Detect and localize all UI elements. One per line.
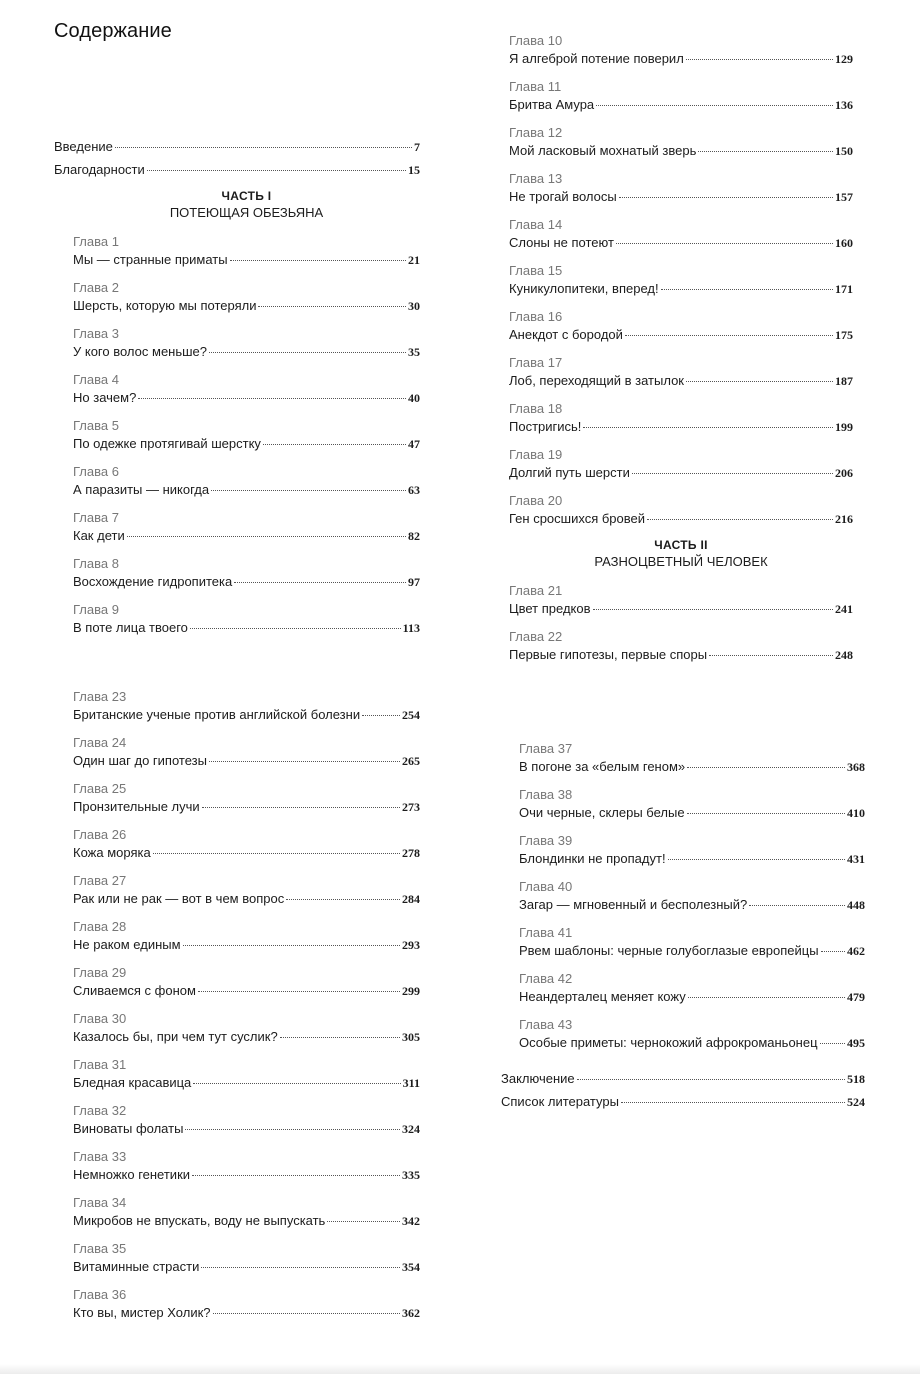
chapter-page-number: 305 xyxy=(402,1030,420,1044)
chapter-title-line xyxy=(73,798,420,816)
toc-chapter-entry[interactable] xyxy=(73,1240,420,1276)
chapter-title: Цвет предков xyxy=(509,601,591,616)
toc-chapter-entry[interactable] xyxy=(509,354,853,390)
chapter-page-number: 97 xyxy=(408,575,420,589)
chapter-title-line xyxy=(73,481,420,499)
dot-leader xyxy=(230,260,406,261)
chapter-page-number: 324 xyxy=(402,1122,420,1136)
toc-chapter-entry[interactable] xyxy=(73,688,420,724)
chapter-title: Как дети xyxy=(73,528,125,543)
dot-leader xyxy=(127,536,406,537)
chapter-title: Бледная красавица xyxy=(73,1075,192,1090)
chapter-page-number: 157 xyxy=(835,190,853,204)
chapter-title: Сливаемся с фоном xyxy=(73,983,196,998)
toc-entry-title: Заключение xyxy=(501,1071,575,1086)
chapter-title-line xyxy=(73,1028,420,1046)
chapter-page-number: 342 xyxy=(402,1214,420,1228)
chapter-page-number: 30 xyxy=(408,299,420,313)
chapter-page-number: 431 xyxy=(847,852,865,866)
part-heading-1 xyxy=(73,189,420,221)
toc-chapter-entry[interactable] xyxy=(519,878,865,914)
toc-entry-page: 518 xyxy=(847,1072,865,1086)
chapter-title-line xyxy=(73,936,420,954)
toc-chapter-entry[interactable] xyxy=(73,463,420,499)
chapter-title: Казалось бы, при чем тут суслик? xyxy=(73,1029,278,1044)
toc-entry-page: 524 xyxy=(847,1095,865,1109)
chapter-number-label: Глава 21 xyxy=(509,583,563,598)
dot-leader xyxy=(190,628,401,629)
chapter-title-line xyxy=(73,389,420,407)
chapter-page-number: 368 xyxy=(847,760,865,774)
toc-entry-page: 7 xyxy=(414,140,420,154)
toc-entry-bibliography[interactable] xyxy=(501,1093,865,1111)
toc-chapter-entry[interactable] xyxy=(519,786,865,822)
chapter-page-number: 495 xyxy=(847,1036,865,1050)
chapter-page-number: 199 xyxy=(835,420,853,434)
chapter-title: Загар — мгновенный и бесполезный? xyxy=(519,897,748,912)
dot-leader xyxy=(201,1267,400,1268)
toc-entry-conclusion[interactable] xyxy=(501,1070,865,1088)
chapter-title-line xyxy=(519,804,865,822)
chapter-title: Пронзительные лучи xyxy=(73,799,200,814)
toc-chapter-entry[interactable] xyxy=(73,555,420,591)
toc-entry-acknowledgements[interactable] xyxy=(54,161,420,179)
chapter-page-number: 284 xyxy=(402,892,420,906)
chapter-page-number: 21 xyxy=(408,253,420,267)
chapter-title-line xyxy=(509,326,853,344)
chapter-title-line xyxy=(519,942,865,960)
chapter-title: Неандерталец меняет кожу xyxy=(519,989,686,1004)
chapter-title-line xyxy=(73,343,420,361)
chapter-title: Рак или не рак — вот в чем вопрос xyxy=(73,891,285,906)
dot-leader xyxy=(286,899,400,900)
toc-chapter-entry[interactable] xyxy=(509,628,853,664)
dot-leader xyxy=(619,197,833,198)
chapter-title-line xyxy=(509,372,853,390)
toc-column-3 xyxy=(54,688,420,1332)
chapter-number-label: Глава 16 xyxy=(509,309,563,324)
chapter-page-number: 311 xyxy=(402,1076,420,1090)
chapter-title: Не трогай волосы xyxy=(509,189,617,204)
dot-leader xyxy=(593,609,833,610)
chapter-page-number: 63 xyxy=(408,483,420,497)
page-title: Содержание xyxy=(54,20,172,42)
page-bottom-shadow xyxy=(0,1364,920,1374)
dot-leader xyxy=(327,1221,400,1222)
chapter-page-number: 40 xyxy=(408,391,420,405)
dot-leader xyxy=(193,1083,400,1084)
chapter-number-label: Глава 36 xyxy=(73,1287,127,1302)
chapter-title-line xyxy=(73,1166,420,1184)
chapter-title: Немножко генетики xyxy=(73,1167,191,1182)
toc-chapter-entry[interactable] xyxy=(73,918,420,954)
chapter-number-label: Глава 41 xyxy=(519,925,573,940)
chapter-title-line xyxy=(509,96,853,114)
chapter-page-number: 273 xyxy=(402,800,420,814)
chapter-number-label: Глава 25 xyxy=(73,781,127,796)
dot-leader xyxy=(688,997,845,998)
chapter-number-label: Глава 20 xyxy=(509,493,563,508)
toc-chapter-entry[interactable] xyxy=(509,582,853,618)
chapter-page-number: 35 xyxy=(408,345,420,359)
chapter-title-line xyxy=(509,50,853,68)
toc-column-4 xyxy=(501,740,865,1116)
toc-chapter-entry[interactable] xyxy=(519,924,865,960)
toc-chapter-entry[interactable] xyxy=(73,233,420,269)
toc-chapter-entry[interactable] xyxy=(519,832,865,868)
toc-chapter-entry[interactable] xyxy=(73,780,420,816)
dot-leader xyxy=(185,1129,400,1130)
toc-chapter-entry[interactable] xyxy=(509,446,853,482)
chapter-page-number: 47 xyxy=(408,437,420,451)
chapter-title: По одежке протягивай шерстку xyxy=(73,436,261,451)
chapter-title-line xyxy=(73,251,420,269)
chapter-page-number: 136 xyxy=(835,98,853,112)
toc-chapter-entry[interactable] xyxy=(519,970,865,1006)
chapter-number-label: Глава 14 xyxy=(509,217,563,232)
chapter-title-line xyxy=(509,188,853,206)
toc-chapter-entry[interactable] xyxy=(509,170,853,206)
dot-leader xyxy=(709,655,833,656)
chapter-page-number: 254 xyxy=(402,708,420,722)
dot-leader xyxy=(115,147,412,148)
dot-leader xyxy=(138,398,406,399)
chapter-title-line xyxy=(73,706,420,724)
chapter-page-number: 265 xyxy=(402,754,420,768)
toc-chapter-entry[interactable] xyxy=(519,740,865,776)
dot-leader xyxy=(698,151,833,152)
chapter-title: Первые гипотезы, первые споры xyxy=(509,647,708,662)
chapter-number-label: Глава 33 xyxy=(73,1149,127,1164)
chapter-page-number: 479 xyxy=(847,990,865,1004)
dot-leader xyxy=(234,582,406,583)
toc-chapter-entry[interactable] xyxy=(73,1056,420,1092)
chapter-title: Анекдот с бородой xyxy=(509,327,623,342)
chapter-page-number: 278 xyxy=(402,846,420,860)
chapter-title: Кожа моряка xyxy=(73,845,151,860)
toc-chapter-entry[interactable] xyxy=(509,78,853,114)
toc-chapter-entry[interactable] xyxy=(73,1194,420,1230)
chapter-number-label: Глава 3 xyxy=(73,326,119,341)
toc-chapter-entry[interactable] xyxy=(73,509,420,545)
chapter-title: Бритва Амура xyxy=(509,97,595,112)
toc-chapter-entry[interactable] xyxy=(73,734,420,770)
chapter-page-number: 187 xyxy=(835,374,853,388)
toc-entry-title: Список литературы xyxy=(501,1094,619,1109)
dot-leader xyxy=(263,444,406,445)
chapter-title: У кого волос меньше? xyxy=(73,344,208,359)
part-name: РАЗНОЦВЕТНЫЙ ЧЕЛОВЕК xyxy=(594,554,768,569)
toc-chapter-entry[interactable] xyxy=(73,1010,420,1046)
chapter-title: Микробов не впускать, воду не выпускать xyxy=(73,1213,326,1228)
chapter-page-number: 299 xyxy=(402,984,420,998)
chapter-number-label: Глава 37 xyxy=(519,741,573,756)
dot-leader xyxy=(202,807,400,808)
dot-leader xyxy=(596,105,833,106)
chapter-number-label: Глава 34 xyxy=(73,1195,127,1210)
toc-chapter-entry[interactable] xyxy=(73,325,420,361)
chapter-title-line xyxy=(509,418,853,436)
chapter-number-label: Глава 39 xyxy=(519,833,573,848)
chapter-title: Мой ласковый мохнатый зверь xyxy=(509,143,697,158)
chapter-title-line xyxy=(73,435,420,453)
dot-leader xyxy=(209,761,400,762)
toc-chapter-entry[interactable] xyxy=(509,400,853,436)
chapter-number-label: Глава 35 xyxy=(73,1241,127,1256)
chapter-title: Лоб, переходящий в затылок xyxy=(509,373,684,388)
toc-chapter-entry[interactable] xyxy=(519,1016,865,1052)
chapter-page-number: 354 xyxy=(402,1260,420,1274)
chapter-number-label: Глава 9 xyxy=(73,602,119,617)
chapter-number-label: Глава 6 xyxy=(73,464,119,479)
chapter-title: Мы — странные приматы xyxy=(73,252,228,267)
part-number: ЧАСТЬ II xyxy=(654,538,708,552)
chapter-number-label: Глава 18 xyxy=(509,401,563,416)
dot-leader xyxy=(280,1037,400,1038)
chapter-page-number: 241 xyxy=(835,602,853,616)
chapter-title: Британские ученые против английской болезни xyxy=(73,707,361,722)
toc-chapter-entry[interactable] xyxy=(73,1148,420,1184)
chapter-title-line xyxy=(73,890,420,908)
chapter-number-label: Глава 29 xyxy=(73,965,127,980)
chapter-number-label: Глава 15 xyxy=(509,263,563,278)
toc-chapter-entry[interactable] xyxy=(73,371,420,407)
chapter-title-line xyxy=(509,142,853,160)
chapter-number-label: Глава 43 xyxy=(519,1017,573,1032)
chapter-number-label: Глава 42 xyxy=(519,971,573,986)
chapter-page-number: 335 xyxy=(402,1168,420,1182)
chapter-title: Особые приметы: чернокожий афрокроманьонец xyxy=(519,1035,818,1050)
dot-leader xyxy=(577,1079,845,1080)
dot-leader xyxy=(583,427,833,428)
chapter-number-label: Глава 26 xyxy=(73,827,127,842)
chapter-title: Куникулопитеки, вперед! xyxy=(509,281,659,296)
dot-leader xyxy=(686,59,833,60)
chapter-page-number: 248 xyxy=(835,648,853,662)
chapter-number-label: Глава 12 xyxy=(509,125,563,140)
chapter-number-label: Глава 4 xyxy=(73,372,119,387)
chapter-number-label: Глава 1 xyxy=(73,234,119,249)
chapter-number-label: Глава 8 xyxy=(73,556,119,571)
chapter-title: Долгий путь шерсти xyxy=(509,465,630,480)
chapter-number-label: Глава 38 xyxy=(519,787,573,802)
chapter-title: Кто вы, мистер Холик? xyxy=(73,1305,211,1320)
chapter-title: Ген сросшихся бровей xyxy=(509,511,646,526)
chapter-page-number: 362 xyxy=(402,1306,420,1320)
chapter-title: В погоне за «белым геном» xyxy=(519,759,686,774)
toc-chapter-entry[interactable] xyxy=(73,279,420,315)
chapter-number-label: Глава 27 xyxy=(73,873,127,888)
chapter-title-line xyxy=(509,646,853,664)
dot-leader xyxy=(192,1175,400,1176)
dot-leader xyxy=(362,715,400,716)
dot-leader xyxy=(147,170,406,171)
dot-leader xyxy=(668,859,845,860)
chapter-title: Виноваты фолаты xyxy=(73,1121,184,1136)
chapter-number-label: Глава 23 xyxy=(73,689,127,704)
dot-leader xyxy=(687,767,845,768)
chapter-title-line xyxy=(519,988,865,1006)
toc-chapter-entry[interactable] xyxy=(509,262,853,298)
toc-chapter-entry[interactable] xyxy=(73,826,420,862)
chapter-title-line xyxy=(519,896,865,914)
chapter-title-line xyxy=(73,1304,420,1322)
chapter-title-line xyxy=(73,1074,420,1092)
chapter-title: Рвем шаблоны: черные голубоглазые европейцы xyxy=(519,943,819,958)
chapter-title: Один шаг до гипотезы xyxy=(73,753,207,768)
dot-leader xyxy=(211,490,406,491)
chapter-page-number: 160 xyxy=(835,236,853,250)
chapter-title-line xyxy=(519,1034,865,1052)
dot-leader xyxy=(183,945,400,946)
chapter-page-number: 293 xyxy=(402,938,420,952)
toc-chapter-entry[interactable] xyxy=(509,124,853,160)
dot-leader xyxy=(209,352,406,353)
chapter-title: В поте лица твоего xyxy=(73,620,188,635)
toc-column-2 xyxy=(509,32,853,674)
toc-chapter-entry[interactable] xyxy=(73,1286,420,1322)
dot-leader xyxy=(661,289,833,290)
chapter-number-label: Глава 2 xyxy=(73,280,119,295)
chapter-number-label: Глава 11 xyxy=(509,79,562,94)
chapter-page-number: 206 xyxy=(835,466,853,480)
chapter-number-label: Глава 31 xyxy=(73,1057,127,1072)
chapter-number-label: Глава 24 xyxy=(73,735,127,750)
chapter-page-number: 150 xyxy=(835,144,853,158)
chapter-title-line xyxy=(73,752,420,770)
chapter-page-number: 82 xyxy=(408,529,420,543)
chapter-title: Очи черные, склеры белые xyxy=(519,805,685,820)
chapter-title-line xyxy=(73,619,420,637)
dot-leader xyxy=(625,335,833,336)
toc-chapter-entry[interactable] xyxy=(73,417,420,453)
dot-leader xyxy=(687,813,845,814)
chapter-title-line xyxy=(73,297,420,315)
chapter-title: Но зачем? xyxy=(73,390,137,405)
chapter-title-line xyxy=(509,600,853,618)
chapter-title: Постригись! xyxy=(509,419,582,434)
chapter-number-label: Глава 13 xyxy=(509,171,563,186)
chapter-number-label: Глава 5 xyxy=(73,418,119,433)
chapter-number-label: Глава 40 xyxy=(519,879,573,894)
toc-entry-introduction[interactable] xyxy=(54,138,420,156)
dot-leader xyxy=(749,905,845,906)
chapter-title-line xyxy=(73,1258,420,1276)
chapter-number-label: Глава 32 xyxy=(73,1103,127,1118)
chapter-title: Шерсть, которую мы потеряли xyxy=(73,298,257,313)
toc-chapter-entry[interactable] xyxy=(509,216,853,252)
chapter-page-number: 171 xyxy=(835,282,853,296)
toc-chapter-entry[interactable] xyxy=(73,872,420,908)
toc-chapter-entry[interactable] xyxy=(509,32,853,68)
chapter-number-label: Глава 17 xyxy=(509,355,563,370)
chapter-page-number: 175 xyxy=(835,328,853,342)
chapter-number-label: Глава 28 xyxy=(73,919,127,934)
chapter-title-line xyxy=(519,850,865,868)
chapter-title-line xyxy=(519,758,865,776)
toc-column-1 xyxy=(54,138,420,647)
chapter-title-line xyxy=(509,510,853,528)
dot-leader xyxy=(153,853,400,854)
chapter-page-number: 129 xyxy=(835,52,853,66)
part-number: ЧАСТЬ I xyxy=(221,189,272,203)
dot-leader xyxy=(198,991,400,992)
toc-chapter-entry[interactable] xyxy=(509,492,853,528)
dot-leader xyxy=(821,951,845,952)
chapter-title: Блондинки не пропадут! xyxy=(519,851,666,866)
chapter-title: Витаминные страсти xyxy=(73,1259,200,1274)
chapter-title: А паразиты — никогда xyxy=(73,482,210,497)
part-name: ПОТЕЮЩАЯ ОБЕЗЬЯНА xyxy=(169,205,324,220)
toc-chapter-entry[interactable] xyxy=(509,308,853,344)
chapter-title: Не раком единым xyxy=(73,937,181,952)
chapter-title-line xyxy=(73,1212,420,1230)
chapter-title: Я алгеброй потение поверил xyxy=(509,51,684,66)
chapter-title-line xyxy=(509,464,853,482)
chapter-title: Слоны не потеют xyxy=(509,235,614,250)
toc-entry-title: Введение xyxy=(54,139,113,154)
dot-leader xyxy=(616,243,833,244)
chapter-number-label: Глава 7 xyxy=(73,510,119,525)
chapter-page-number: 410 xyxy=(847,806,865,820)
dot-leader xyxy=(621,1102,845,1103)
toc-chapter-entry[interactable] xyxy=(73,1102,420,1138)
toc-chapter-entry[interactable] xyxy=(73,964,420,1000)
chapter-title-line xyxy=(73,527,420,545)
chapter-title: Восхождение гидропитека xyxy=(73,574,233,589)
chapter-number-label: Глава 30 xyxy=(73,1011,127,1026)
chapter-number-label: Глава 19 xyxy=(509,447,563,462)
dot-leader xyxy=(213,1313,400,1314)
chapter-title-line xyxy=(509,234,853,252)
chapter-page-number: 462 xyxy=(847,944,865,958)
toc-entry-page: 15 xyxy=(408,163,420,177)
chapter-page-number: 113 xyxy=(402,621,420,635)
chapter-title-line xyxy=(73,573,420,591)
chapter-title-line xyxy=(73,982,420,1000)
dot-leader xyxy=(686,381,833,382)
toc-chapter-entry[interactable] xyxy=(73,601,420,637)
chapter-page-number: 216 xyxy=(835,512,853,526)
dot-leader xyxy=(820,1043,845,1044)
chapter-title-line xyxy=(509,280,853,298)
dot-leader xyxy=(647,519,833,520)
part-heading-2 xyxy=(509,538,853,570)
chapter-title-line xyxy=(73,844,420,862)
dot-leader xyxy=(258,306,406,307)
chapter-page-number: 448 xyxy=(847,898,865,912)
dot-leader xyxy=(632,473,833,474)
chapter-title-line xyxy=(73,1120,420,1138)
toc-entry-title: Благодарности xyxy=(54,162,145,177)
chapter-number-label: Глава 10 xyxy=(509,33,563,48)
chapter-number-label: Глава 22 xyxy=(509,629,563,644)
